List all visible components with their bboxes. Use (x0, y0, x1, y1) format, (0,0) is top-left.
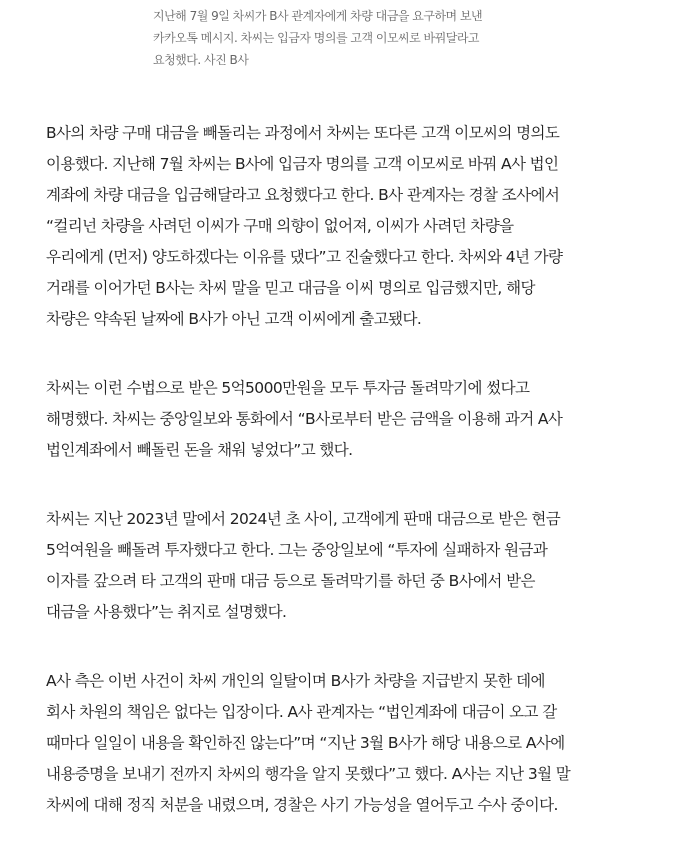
paragraph-line: “컬리넌 차량을 사려던 이씨가 구매 의향이 없어져, 이씨가 사려던 차량을 (46, 217, 514, 235)
paragraph-line: B사의 차량 구매 대금을 빼돌리는 과정에서 차씨는 또다른 고객 이모씨의 명의도 (46, 124, 560, 142)
paragraph-line: A사 측은 이번 사건이 차씨 개인의 일탈이며 B사가 차량을 지급받지 못한 데에 (46, 672, 545, 690)
paragraph-line: 때마다 일일이 내용을 확인하진 않는다”며 “지난 3월 B사가 해당 내용으로 A사에 (46, 734, 565, 752)
paragraph-line: 차씨는 이런 수법으로 받은 5억5000만원을 모두 투자금 돌려막기에 썼다고 (46, 379, 530, 397)
photo-caption (153, 5, 513, 71)
paragraph-line: 5억여원을 빼돌려 투자했다고 한다. 그는 중앙일보에 “투자에 실패하자 원금과 (46, 541, 548, 559)
article-paragraph (46, 504, 666, 628)
paragraph-line: 차량은 약속된 날짜에 B사가 아닌 고객 이씨에게 출고됐다. (46, 310, 422, 328)
paragraph-line: 법인계좌에서 빼돌린 돈을 채워 넣었다”고 했다. (46, 441, 353, 459)
paragraph-line: 대금을 사용했다”는 취지로 설명했다. (46, 603, 287, 621)
paragraph-line: 이용했다. 지난해 7월 차씨는 B사에 입금자 명의를 고객 이모씨로 바꿔 A사 법인 (46, 155, 559, 173)
paragraph-line: 거래를 이어가던 B사는 차씨 말을 믿고 대금을 이씨 명의로 입금했지만, 해당 (46, 279, 535, 297)
paragraph-line: 계좌에 차량 대금을 입금해달라고 요청했다고 한다. B사 관계자는 경찰 조사에서 (46, 186, 560, 204)
article-paragraph (46, 373, 666, 466)
paragraph-line: 우리에게 (먼저) 양도하겠다는 이유를 댔다”고 진술했다고 한다. 차씨와 4년 가량 (46, 248, 563, 266)
article-body (46, 118, 666, 859)
caption-line: 지난해 7월 9일 차씨가 B사 관계자에게 차량 대금을 요구하며 보낸 (153, 9, 483, 23)
paragraph-line: 회사 차원의 책임은 없다는 입장이다. A사 관계자는 “법인계좌에 대금이 오고 갈 (46, 703, 557, 721)
paragraph-line: 내용증명을 보내기 전까지 차씨의 행각을 알지 못했다”고 했다. A사는 지난 3월 말 (46, 765, 571, 783)
paragraph-line: 차씨에 대해 정직 처분을 내렸으며, 경찰은 사기 가능성을 열어두고 수사 중이다. (46, 796, 558, 814)
caption-line: 카카오톡 메시지. 차씨는 입금자 명의를 고객 이모씨로 바꿔달라고 (153, 31, 480, 45)
paragraph-line: 해명했다. 차씨는 중앙일보와 통화에서 “B사로부터 받은 금액을 이용해 과거 A사 (46, 410, 563, 428)
paragraph-line: 차씨는 지난 2023년 말에서 2024년 초 사이, 고객에게 판매 대금으로 받은 현금 (46, 510, 561, 528)
caption-line: 요청했다. 사진 B사 (153, 53, 249, 67)
article-paragraph (46, 118, 666, 335)
paragraph-line: 이자를 갚으려 타 고객의 판매 대금 등으로 돌려막기를 하던 중 B사에서 받은 (46, 572, 535, 590)
article-paragraph (46, 666, 666, 821)
